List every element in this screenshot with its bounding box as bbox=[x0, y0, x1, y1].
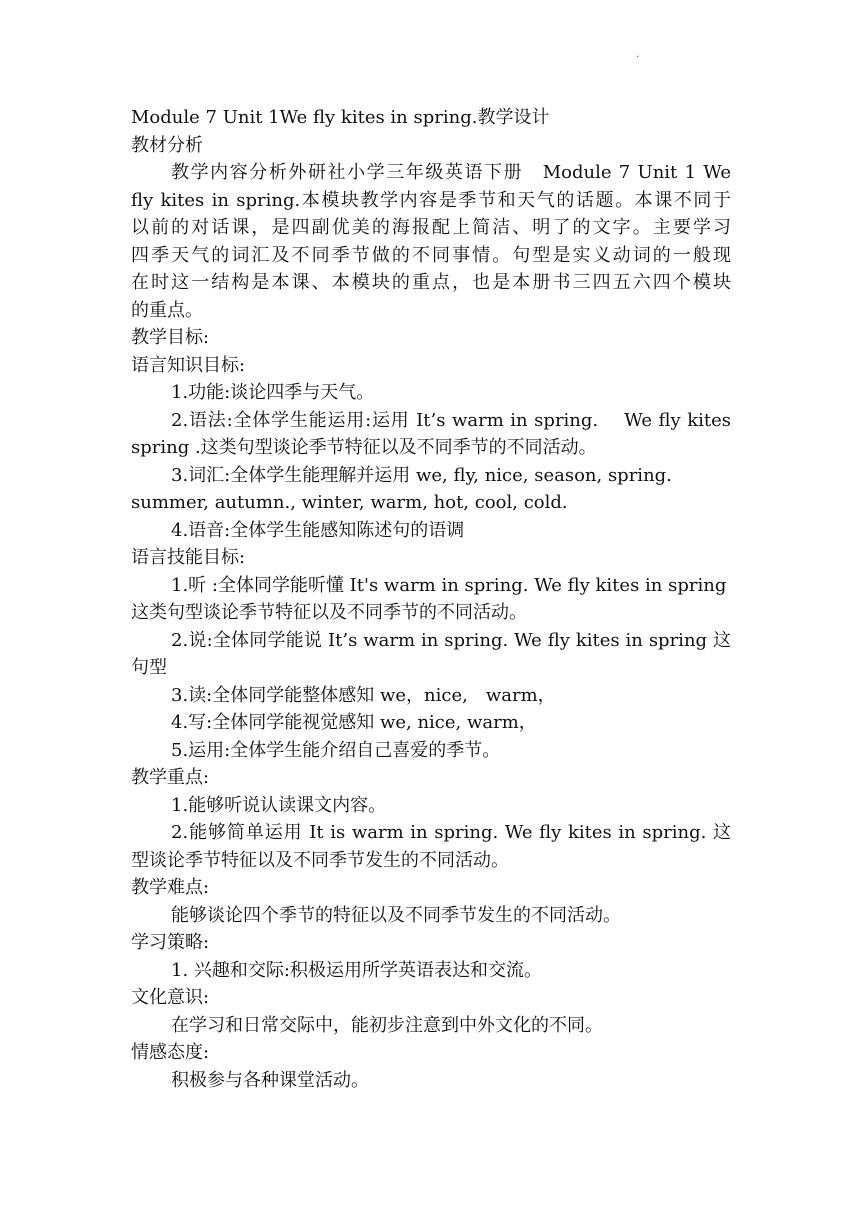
document-line: 3.读:全体同学能整体感知 we，nice, warm， bbox=[171, 684, 556, 706]
document-line: 语言技能目标: bbox=[131, 547, 246, 568]
document-line: 这类句型谈论季节特征以及不同季节的不同活动。 bbox=[131, 602, 527, 623]
document-line: 语言知识目标: bbox=[131, 354, 246, 376]
document-body bbox=[131, 104, 731, 1094]
document-line: 情感态度: bbox=[131, 1042, 210, 1063]
document-line: Module 7 Unit 1We fly kites in spring.教学设计 bbox=[131, 107, 550, 128]
document-line: 2.语法:全体学生能运用:运用 It’s warm in spring. We fly kites bbox=[171, 409, 731, 431]
document-line: 在学习和日常交际中，能初步注意到中外文化的不同。 bbox=[171, 1014, 603, 1036]
document-line: 1.听 :全体同学能听懂 It's warm in spring. We fly kites in spring bbox=[171, 574, 727, 596]
document-line: 四季天气的词汇及不同季节做的不同事情。句型是实义动词的一般现 bbox=[131, 244, 731, 266]
document-line: spring .这类句型谈论季节特征以及不同季节的不同活动。 bbox=[131, 437, 597, 458]
document-line: 文化意识: bbox=[131, 987, 210, 1008]
document-line: summer, autumn., winter, warm, hot, cool, cold. bbox=[131, 492, 568, 513]
document-line: 2.说:全体同学能说 It’s warm in spring. We fly kites in spring 这 bbox=[171, 629, 731, 651]
document-line: 句型 bbox=[131, 657, 167, 678]
document-line: 1. 兴趣和交际:积极运用所学英语表达和交流。 bbox=[171, 959, 542, 981]
document-line: 3.词汇:全体学生能理解并运用 we, fly, nice, season, spring. bbox=[171, 464, 672, 486]
document-line: 学习策略: bbox=[131, 932, 210, 953]
document-line: 教材分析 bbox=[131, 134, 203, 156]
document-line: 教学重点: bbox=[131, 767, 210, 788]
document-line: 4.写:全体同学能视觉感知 we, nice, warm， bbox=[171, 712, 537, 733]
document-line: 能够谈论四个季节的特征以及不同季节发生的不同活动。 bbox=[171, 904, 621, 926]
document-line: 1.能够听说认读课文内容。 bbox=[171, 794, 387, 816]
document-line: 2.能够简单运用 It is warm in spring. We fly kites in spring. 这 bbox=[171, 822, 731, 843]
document-line: 以前的对话课，是四副优美的海报配上简洁、明了的文字。主要学习 bbox=[131, 217, 731, 238]
document-line: 的重点。 bbox=[131, 299, 203, 321]
page-corner-mark: · bbox=[636, 52, 640, 63]
document-line: 教学目标: bbox=[131, 327, 210, 348]
document-line: 4.语音:全体学生能感知陈述句的语调 bbox=[171, 519, 465, 541]
document-line: fly kites in spring.本模块教学内容是季节和天气的话题。本课不同于 bbox=[131, 189, 731, 211]
document-line: 积极参与各种课堂活动。 bbox=[171, 1069, 369, 1091]
document-line: 5.运用:全体学生能介绍自己喜爱的季节。 bbox=[171, 739, 501, 761]
document-line: 教学难点: bbox=[131, 877, 210, 898]
document-line: 教学内容分析外研社小学三年级英语下册 Module 7 Unit 1 We bbox=[171, 162, 731, 183]
document-line: 在时这一结构是本课、本模块的重点，也是本册书三四五六四个模块 bbox=[131, 272, 731, 293]
document-line: 型谈论季节特征以及不同季节发生的不同活动。 bbox=[131, 849, 509, 871]
document-line: 1.功能:谈论四季与天气。 bbox=[171, 382, 375, 403]
